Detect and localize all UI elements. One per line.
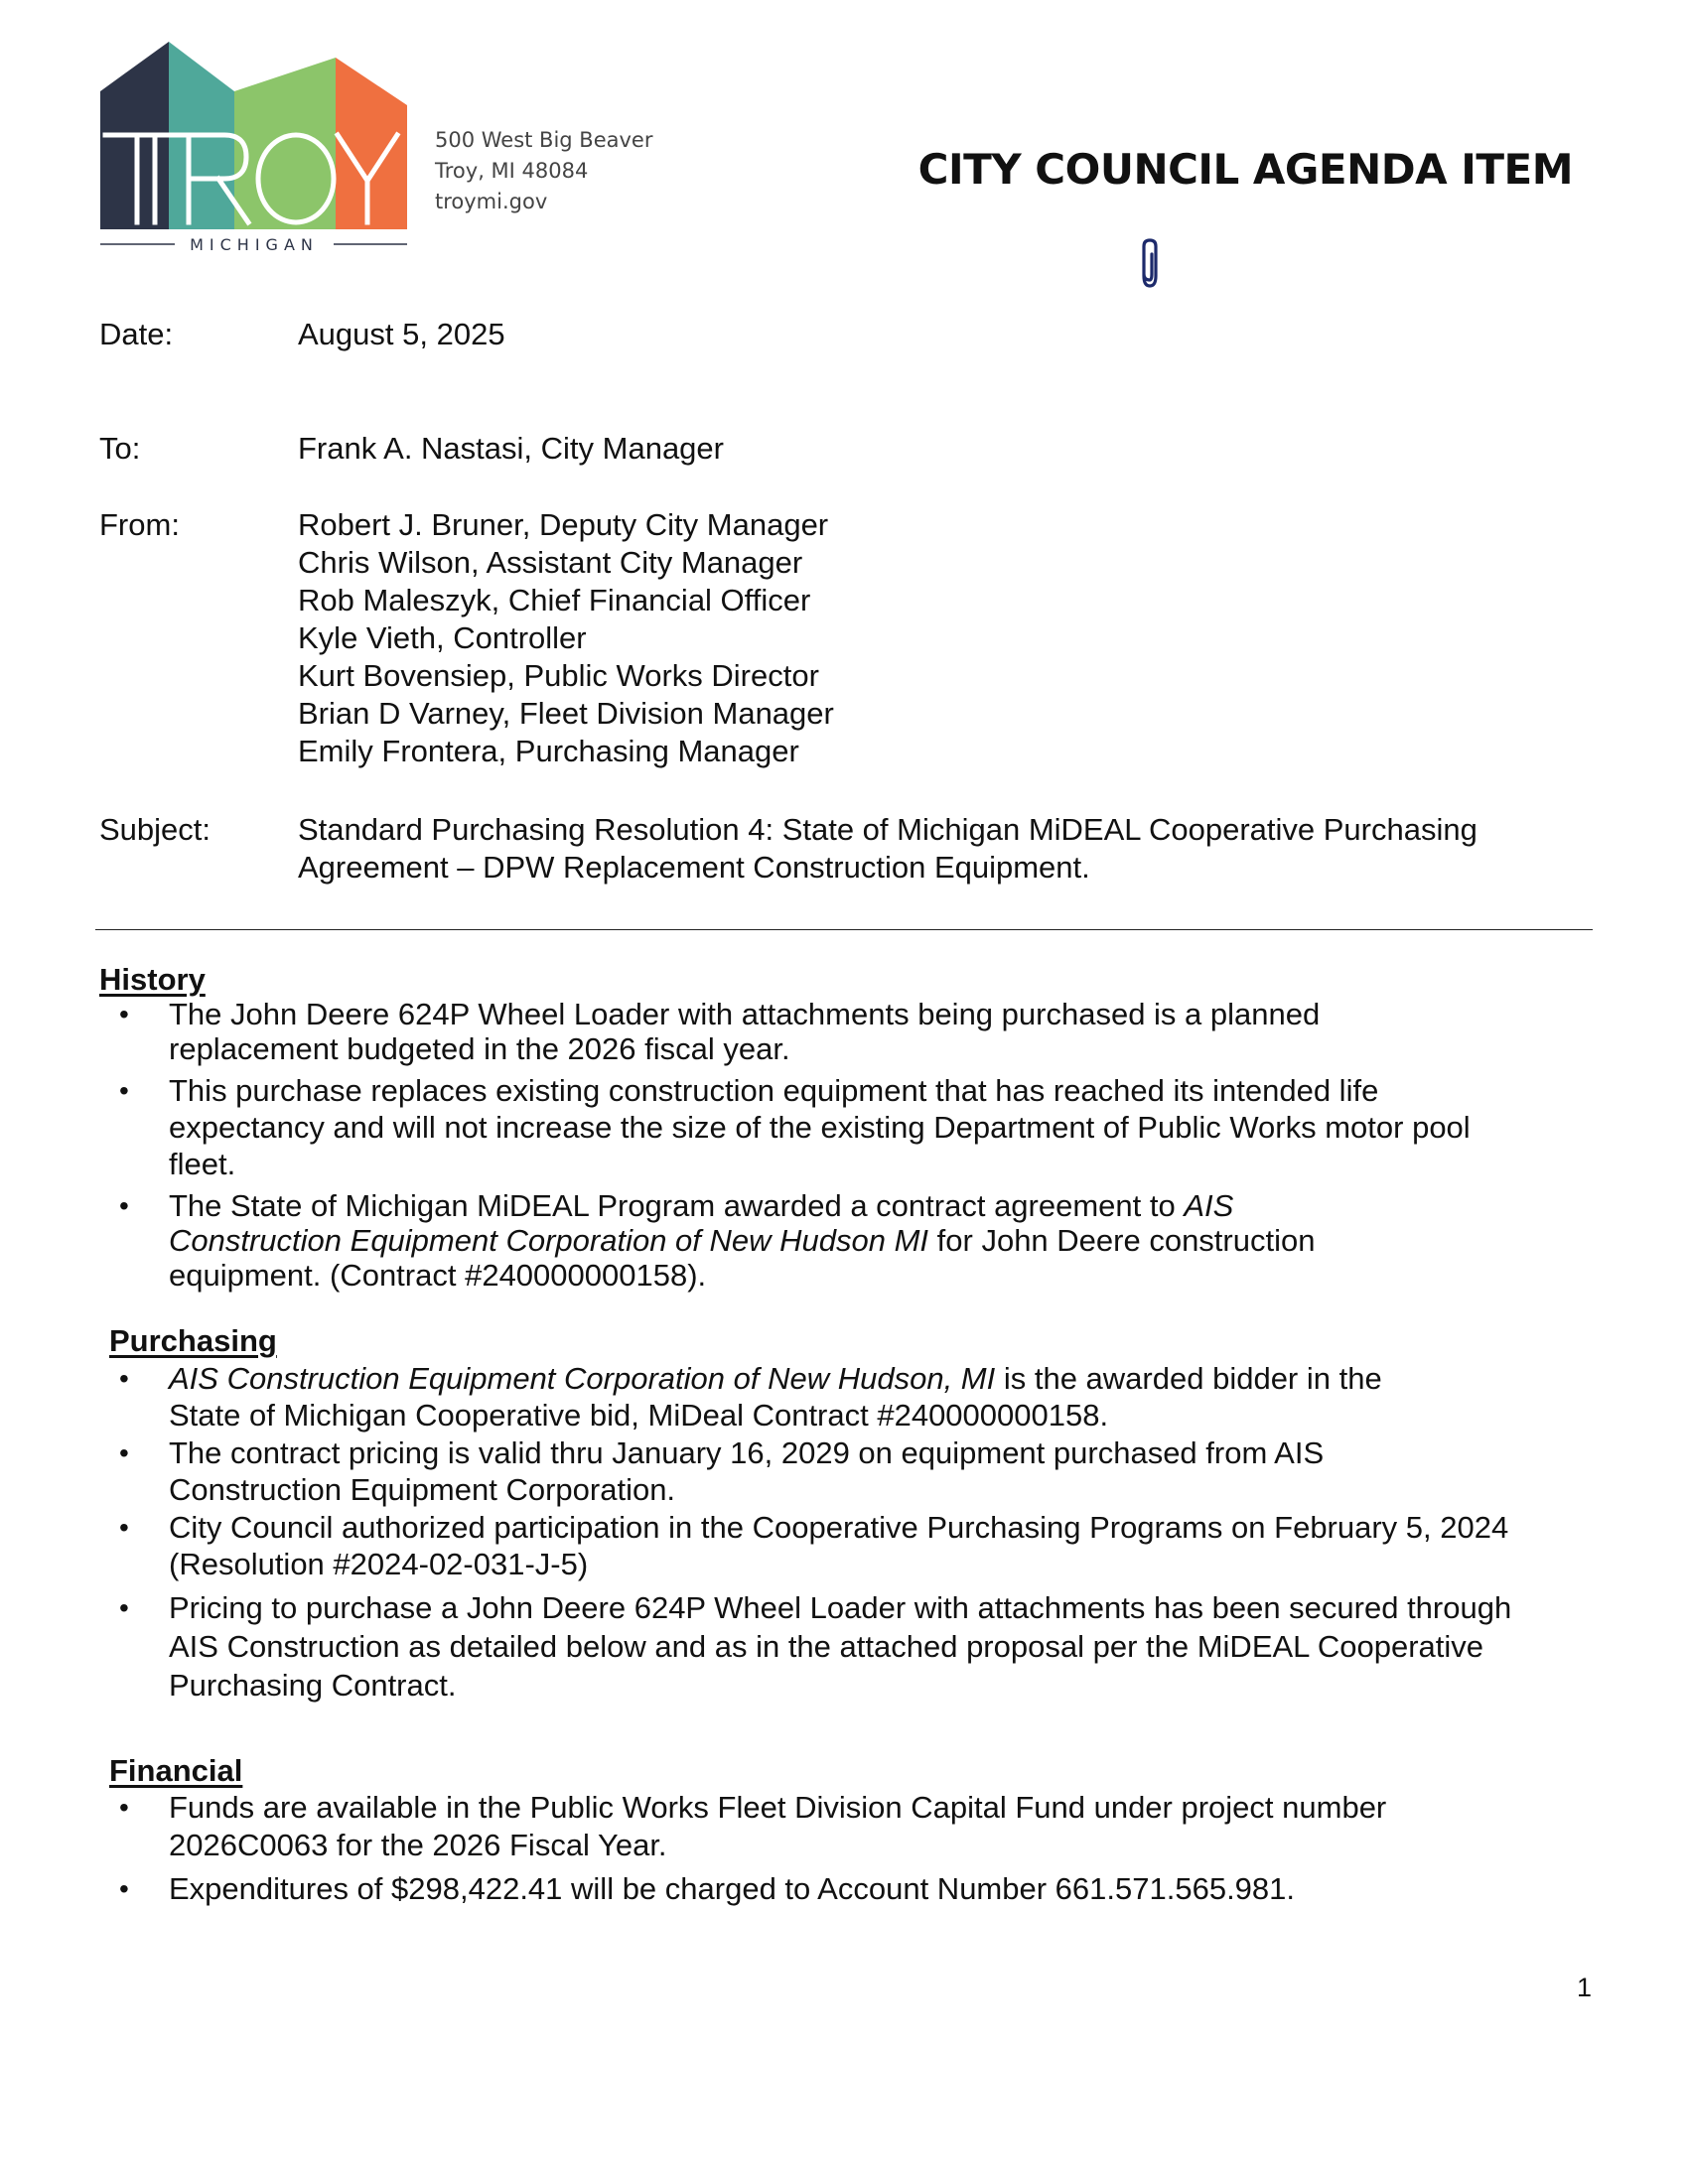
from-person: Kyle Vieth, Controller xyxy=(298,620,587,655)
subject-line: Agreement – DPW Replacement Construction Equipment. xyxy=(298,850,1090,885)
troy-logo xyxy=(97,36,410,258)
from-label: From: xyxy=(99,507,180,542)
address-street: 500 West Big Beaver xyxy=(435,128,653,152)
from-person: Rob Maleszyk, Chief Financial Officer xyxy=(298,583,811,617)
from-person: Chris Wilson, Assistant City Manager xyxy=(298,545,803,580)
from-person: Brian D Varney, Fleet Division Manager xyxy=(298,696,834,731)
purchasing-list xyxy=(119,1360,1599,1705)
from-list xyxy=(298,506,834,770)
financial-list xyxy=(119,1789,1599,1908)
from-person: Kurt Bovensiep, Public Works Director xyxy=(298,658,819,693)
date-value: August 5, 2025 xyxy=(298,317,505,351)
purchasing-heading: Purchasing xyxy=(109,1323,277,1358)
list-item: • City Council authorized participation in the Cooperative Purchasing Programs on February 5, 2024 (Resolution #2024-02-031-J-5) xyxy=(119,1509,1599,1582)
subject-label: Subject: xyxy=(99,812,211,847)
list-item: • This purchase replaces existing construction equipment that has reached its intended life expectancy and will not increase the size of the existing Department of Public Works motor pool fleet. xyxy=(119,1072,1599,1182)
subject-line: Standard Purchasing Resolution 4: State of Michigan MiDEAL Cooperative Purchasing xyxy=(298,812,1477,847)
financial-heading: Financial xyxy=(109,1753,243,1788)
logo-state-text: MICHIGAN xyxy=(190,235,319,254)
address-website: troymi.gov xyxy=(435,190,548,213)
paperclip-icon[interactable] xyxy=(1138,236,1162,290)
list-item: • Expenditures of $298,422.41 will be charged to Account Number 661.571.565.981. xyxy=(119,1870,1599,1908)
date-label: Date: xyxy=(99,317,174,351)
list-item: • The State of Michigan MiDEAL Program awarded a contract agreement to AIS Construction Equipment Corporation of New Hudson MI for John Deere construction equipment. (Contract #240000000158). xyxy=(119,1188,1599,1293)
list-item: • Funds are available in the Public Works Fleet Division Capital Fund under project number 2026C0063 for the 2026 Fiscal Year. xyxy=(119,1789,1599,1864)
from-person: Robert J. Bruner, Deputy City Manager xyxy=(298,507,829,542)
list-item: • Pricing to purchase a John Deere 624P Wheel Loader with attachments has been secured through AIS Construction as detailed below and as in the attached proposal per the MiDEAL Cooperative Purchasing Contract. xyxy=(119,1588,1599,1705)
from-person: Emily Frontera, Purchasing Manager xyxy=(298,734,799,768)
address-city: Troy, MI 48084 xyxy=(435,159,589,183)
logo-house-orange xyxy=(336,58,407,229)
list-item: • The contract pricing is valid thru January 16, 2029 on equipment purchased from AIS Construction Equipment Corporation. xyxy=(119,1434,1599,1508)
page-number: 1 xyxy=(1577,1973,1593,2002)
list-item: • AIS Construction Equipment Corporation of New Hudson, MI is the awarded bidder in the State of Michigan Cooperative bid, MiDeal Contract #240000000158. xyxy=(119,1360,1599,1433)
history-list xyxy=(119,997,1599,1293)
history-heading: History xyxy=(99,962,206,997)
city-address xyxy=(435,125,653,217)
page-title: CITY COUNCIL AGENDA ITEM xyxy=(917,145,1573,194)
to-label: To: xyxy=(99,431,141,466)
subject-value xyxy=(298,811,1477,887)
to-value: Frank A. Nastasi, City Manager xyxy=(298,431,724,466)
list-item: • The John Deere 624P Wheel Loader with attachments being purchased is a planned replacement budgeted in the 2026 fiscal year. xyxy=(119,997,1599,1066)
header-divider xyxy=(95,929,1593,930)
